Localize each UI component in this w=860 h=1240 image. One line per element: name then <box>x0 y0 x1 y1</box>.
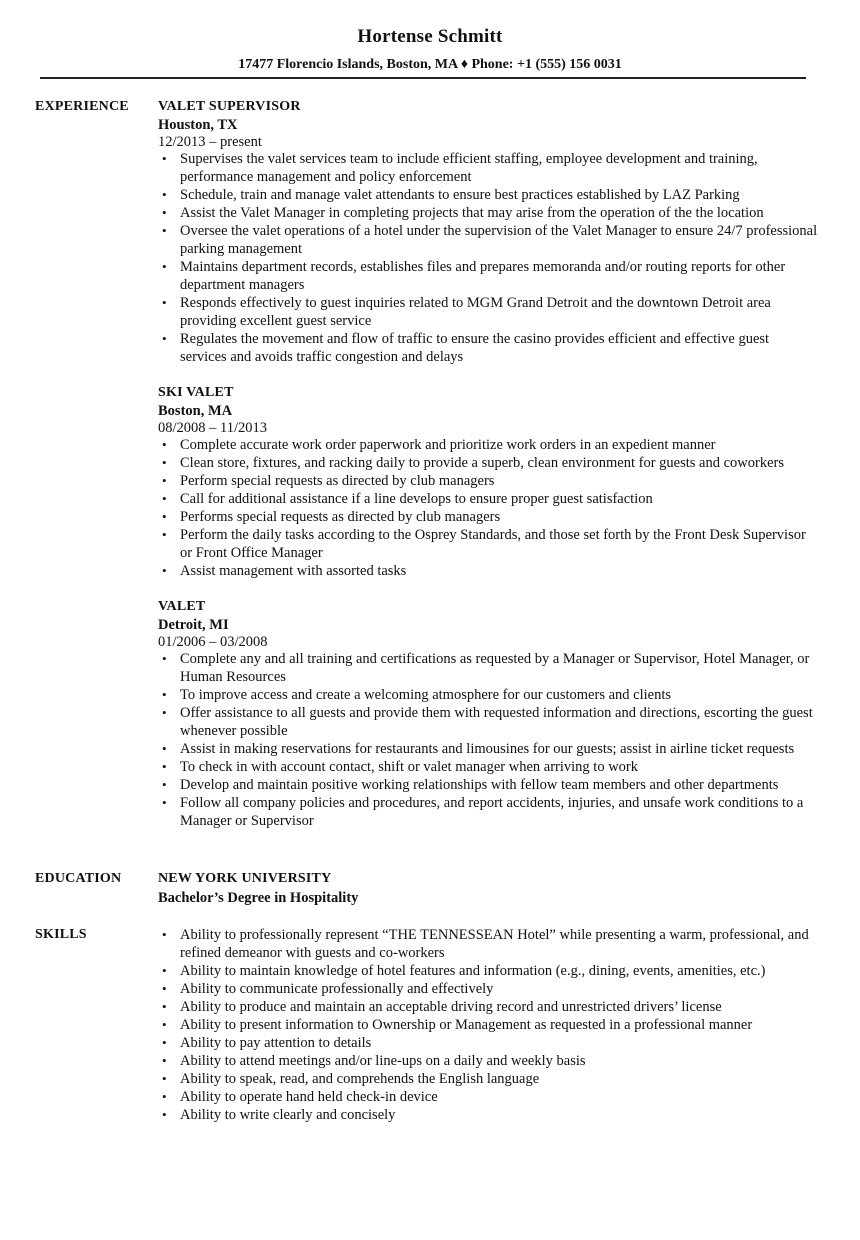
duty-item <box>158 526 818 562</box>
skill-text: Ability to communicate professionally and effectively <box>180 981 494 997</box>
skills-list <box>158 926 818 1124</box>
bullet-icon: • <box>162 527 167 542</box>
bullet-icon: • <box>162 759 167 774</box>
bullet-icon: • <box>162 151 167 166</box>
bullet-icon: • <box>162 205 167 220</box>
header-divider <box>40 77 806 79</box>
job-title: VALET <box>158 599 206 614</box>
education-entry <box>158 870 818 908</box>
duty-text: Call for additional assistance if a line develops to ensure proper guest satisfaction <box>180 491 653 507</box>
job-location: Boston, MA <box>158 403 233 419</box>
experience-list <box>158 98 818 848</box>
bullet-icon: • <box>162 437 167 452</box>
bullet-icon: • <box>162 927 167 942</box>
section-label-skills: SKILLS <box>35 927 87 942</box>
skill-text: Ability to produce and maintain an acceptable driving record and unrestricted drivers’ license <box>180 999 722 1015</box>
bullet-icon: • <box>162 223 167 238</box>
duty-text: Complete any and all training and certifications as requested by a Manager or Supervisor, Hotel Manager, or Human Resources <box>180 651 810 685</box>
duty-item <box>158 186 818 204</box>
skill-text: Ability to speak, read, and comprehends the English language <box>180 1071 540 1087</box>
bullet-icon: • <box>162 455 167 470</box>
job-duties <box>158 650 818 830</box>
duty-item <box>158 330 818 366</box>
duty-item <box>158 150 818 186</box>
duty-item <box>158 508 818 526</box>
degree-name: Bachelor’s Degree in Hospitality <box>158 890 359 906</box>
bullet-icon: • <box>162 187 167 202</box>
section-label-experience: EXPERIENCE <box>35 99 129 114</box>
job-location: Houston, TX <box>158 117 238 133</box>
bullet-icon: • <box>162 777 167 792</box>
duty-item <box>158 490 818 508</box>
skill-item <box>158 998 818 1016</box>
duty-text: Assist the Valet Manager in completing projects that may arise from the operation of the the location <box>180 205 764 221</box>
skill-item <box>158 1088 818 1106</box>
duty-item <box>158 776 818 794</box>
candidate-name: Hortense Schmitt <box>357 26 503 47</box>
duty-text: Perform the daily tasks according to the Osprey Standards, and those set forth by the Front Desk Supervisor or Front Office Manager <box>180 527 806 561</box>
duty-item <box>158 562 818 580</box>
duty-text: Oversee the valet operations of a hotel under the supervision of the Valet Manager to ensure 24/7 professional parking management <box>180 223 818 257</box>
bullet-icon: • <box>162 1017 167 1032</box>
duty-item <box>158 686 818 704</box>
bullet-icon: • <box>162 963 167 978</box>
duty-text: To improve access and create a welcoming atmosphere for our customers and clients <box>180 687 671 703</box>
bullet-icon: • <box>162 687 167 702</box>
bullet-icon: • <box>162 999 167 1014</box>
bullet-icon: • <box>162 509 167 524</box>
duty-text: Supervises the valet services team to include efficient staffing, employee development and training, performance management and policy enforcement <box>180 151 758 185</box>
job-dates: 12/2013 – present <box>158 134 262 150</box>
job-title: VALET SUPERVISOR <box>158 99 301 114</box>
duty-item <box>158 258 818 294</box>
skill-text: Ability to maintain knowledge of hotel features and information (e.g., dining, events, amenities, etc.) <box>180 963 766 979</box>
skill-text: Ability to professionally represent “THE TENNESSEAN Hotel” while presenting a warm, professional, and refined demeanor with guests and co-workers <box>180 927 809 961</box>
skill-item <box>158 1052 818 1070</box>
job-title: SKI VALET <box>158 385 234 400</box>
job-entry <box>158 384 818 580</box>
skill-text: Ability to operate hand held check-in device <box>180 1089 438 1105</box>
job-dates: 08/2008 – 11/2013 <box>158 420 268 436</box>
duty-text: Responds effectively to guest inquiries related to MGM Grand Detroit and the downtown Detroit area providing excellent guest service <box>180 295 771 329</box>
duty-text: Schedule, train and manage valet attendants to ensure best practices established by LAZ Parking <box>180 187 740 203</box>
skills-list-container <box>158 926 818 1124</box>
duty-item <box>158 704 818 740</box>
duty-item <box>158 472 818 490</box>
bullet-icon: • <box>162 705 167 720</box>
duty-text: Clean store, fixtures, and racking daily to provide a superb, clean environment for guests and coworkers <box>180 455 784 471</box>
duty-item <box>158 454 818 472</box>
duty-item <box>158 436 818 454</box>
contact-line: 17477 Florencio Islands, Boston, MA ♦ Phone: +1 (555) 156 0031 <box>238 57 622 72</box>
job-duties <box>158 150 818 366</box>
bullet-icon: • <box>162 1071 167 1086</box>
duty-item <box>158 758 818 776</box>
duty-text: Regulates the movement and flow of traffic to ensure the casino provides efficient and effective guest services and avoids traffic congestion and delays <box>180 331 770 365</box>
duty-text: Maintains department records, establishes files and prepares memoranda and/or routing reports for other department managers <box>180 259 786 293</box>
bullet-icon: • <box>162 473 167 488</box>
job-duties <box>158 436 818 580</box>
bullet-icon: • <box>162 331 167 346</box>
duty-item <box>158 740 818 758</box>
skill-text: Ability to write clearly and concisely <box>180 1107 396 1123</box>
bullet-icon: • <box>162 563 167 578</box>
skill-text: Ability to attend meetings and/or line-ups on a daily and weekly basis <box>180 1053 586 1069</box>
bullet-icon: • <box>162 1107 167 1122</box>
duty-text: Follow all company policies and procedures, and report accidents, injuries, and unsafe work conditions to a Manager or Supervisor <box>180 795 804 829</box>
duty-item <box>158 294 818 330</box>
bullet-icon: • <box>162 259 167 274</box>
bullet-icon: • <box>162 981 167 996</box>
duty-text: Assist in making reservations for restaurants and limousines for our guests; assist in airline ticket requests <box>180 741 795 757</box>
duty-text: Assist management with assorted tasks <box>180 563 407 579</box>
job-entry <box>158 98 818 366</box>
duty-text: Performs special requests as directed by club managers <box>180 509 501 525</box>
job-dates: 01/2006 – 03/2008 <box>158 634 268 650</box>
bullet-icon: • <box>162 1053 167 1068</box>
skill-item <box>158 1034 818 1052</box>
skill-item <box>158 980 818 998</box>
bullet-icon: • <box>162 651 167 666</box>
skill-item <box>158 1070 818 1088</box>
skill-item <box>158 962 818 980</box>
bullet-icon: • <box>162 491 167 506</box>
resume-header <box>0 0 860 73</box>
skill-item <box>158 1106 818 1124</box>
section-label-education: EDUCATION <box>35 871 122 886</box>
bullet-icon: • <box>162 741 167 756</box>
duty-text: Perform special requests as directed by club managers <box>180 473 495 489</box>
duty-text: Develop and maintain positive working relationships with fellow team members and other departments <box>180 777 779 793</box>
bullet-icon: • <box>162 1035 167 1050</box>
duty-text: Complete accurate work order paperwork and prioritize work orders in an expedient manner <box>180 437 716 453</box>
duty-item <box>158 222 818 258</box>
skill-text: Ability to pay attention to details <box>180 1035 372 1051</box>
bullet-icon: • <box>162 795 167 810</box>
bullet-icon: • <box>162 295 167 310</box>
skill-text: Ability to present information to Ownership or Management as requested in a professional manner <box>180 1017 753 1033</box>
school-name: NEW YORK UNIVERSITY <box>158 871 332 886</box>
duty-item <box>158 794 818 830</box>
skill-item <box>158 926 818 962</box>
bullet-icon: • <box>162 1089 167 1104</box>
duty-text: Offer assistance to all guests and provide them with requested information and directions, escorting the guest whenever possible <box>180 705 813 739</box>
job-entry <box>158 598 818 830</box>
skill-item <box>158 1016 818 1034</box>
job-location: Detroit, MI <box>158 617 229 633</box>
duty-item <box>158 650 818 686</box>
duty-text: To check in with account contact, shift or valet manager when arriving to work <box>180 759 638 775</box>
duty-item <box>158 204 818 222</box>
